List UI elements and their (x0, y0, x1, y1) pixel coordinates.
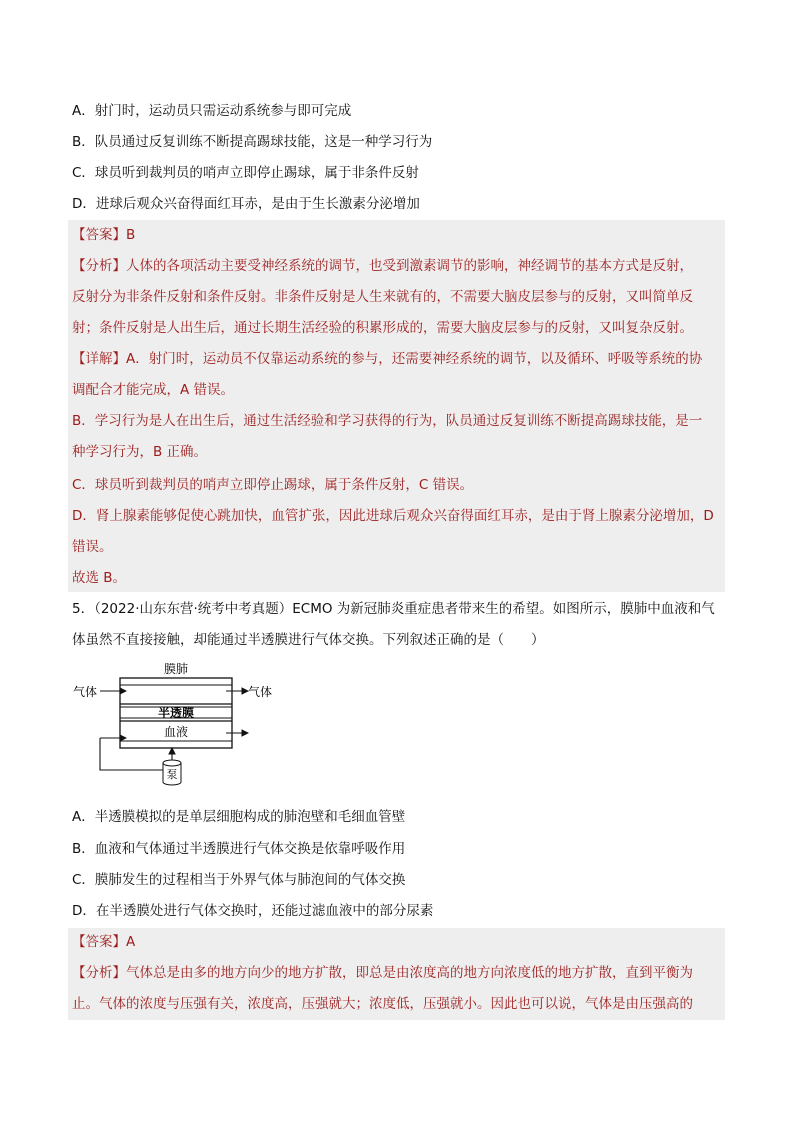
q4-detail-line-3: B．学习行为是人在出生后，通过生活经验和学习获得的行为，队员通过反复训练不断提高踢球技能，是一 (72, 413, 703, 429)
analysis-text: 人体的各项活动主要受神经系统的调节，也受到激素调节的影响，神经调节的基本方式是反射， (126, 258, 693, 274)
q4-detail-line-1 (72, 349, 702, 369)
q4-detail-line-6: D．肾上腺素能够促使心跳加快，血管扩张，因此进球后观众兴奋得面红耳赤，是由于肾上腺素分泌增加，D (72, 508, 714, 524)
label-blood: 血液 (163, 725, 189, 739)
answer-value: B (126, 227, 136, 243)
analysis-text: 气体总是由多的地方向少的地方扩散，即总是由浓度高的地方向浓度低的地方扩散，直到平衡为 (126, 965, 693, 981)
q5-option-d: D．在半透膜处进行气体交换时，还能过滤血液中的部分尿素 (72, 903, 434, 919)
q4-analysis-line-3: 射；条件反射是人出生后，通过长期生活经验的积累形成的，需要大脑皮层参与的反射，又叫复杂反射。 (72, 320, 693, 336)
pump-icon (163, 760, 181, 785)
q5-option-c: C．膜肺发生的过程相当于外界气体与肺泡间的气体交换 (72, 872, 406, 888)
q5-option-b: B．血液和气体通过半透膜进行气体交换是依靠呼吸作用 (72, 841, 406, 857)
q4-analysis-line-1 (72, 256, 693, 276)
q5-stem-line-1: 5．（2022·山东东营·统考中考真题）ECMO 为新冠肺炎重症患者带来生的希望。如图所示，膜肺中血液和气 (72, 601, 715, 617)
answer-tag: 【答案】 (72, 934, 126, 950)
q4-option-d: D．进球后观众兴奋得面红耳赤，是由于生长激素分泌增加 (72, 196, 420, 212)
q4-analysis-line-2: 反射分为非条件反射和条件反射。非条件反射是人生来就有的，不需要大脑皮层参与的反射，又叫简单反 (72, 289, 693, 305)
q5-stem-line-2: 体虽然不直接接触，却能通过半透膜进行气体交换。下列叙述正确的是（ ） (72, 632, 545, 648)
label-gas-in: 气体 (73, 685, 98, 699)
analysis-tag: 【分析】 (72, 965, 126, 981)
q5-analysis-line-2: 止。气体的浓度与压强有关，浓度高，压强就大；浓度低，压强就小。因此也可以说，气体是由压强高的 (72, 996, 693, 1012)
label-membrane-lung: 膜肺 (163, 662, 189, 676)
detail-text: A．射门时，运动员不仅靠运动系统的参与，还需要神经系统的调节，以及循环、呼吸等系统的协 (126, 351, 703, 367)
q4-detail-line-2: 调配合才能完成，A 错误。 (72, 382, 235, 398)
ecmo-diagram (68, 660, 288, 790)
q5-analysis-line-1 (72, 963, 693, 983)
q4-option-a: A．射门时，运动员只需运动系统参与即可完成 (72, 103, 352, 119)
q4-option-b: B．队员通过反复训练不断提高踢球技能，这是一种学习行为 (72, 134, 433, 150)
label-pump: 泵 (166, 768, 178, 781)
label-gas-out: 气体 (248, 685, 273, 699)
circulation-tube (100, 738, 163, 770)
q4-option-c: C．球员听到裁判员的哨声立即停止踢球，属于非条件反射 (72, 165, 419, 181)
q5-answer (72, 932, 135, 952)
q4-conclusion: 故选 B。 (72, 570, 127, 586)
q4-detail-line-5: C．球员听到裁判员的哨声立即停止踢球，属于条件反射，C 错误。 (72, 477, 474, 493)
label-semi-membrane: 半透膜 (157, 706, 195, 720)
q4-answer (72, 225, 135, 245)
q4-detail-line-4: 种学习行为，B 正确。 (72, 444, 208, 460)
answer-tag: 【答案】 (72, 227, 126, 243)
answer-value: A (126, 934, 136, 950)
detail-tag: 【详解】 (72, 351, 126, 367)
q5-option-a: A．半透膜模拟的是单层细胞构成的肺泡壁和毛细血管壁 (72, 809, 406, 825)
analysis-tag: 【分析】 (72, 258, 126, 274)
q4-detail-line-7: 错误。 (72, 539, 113, 555)
